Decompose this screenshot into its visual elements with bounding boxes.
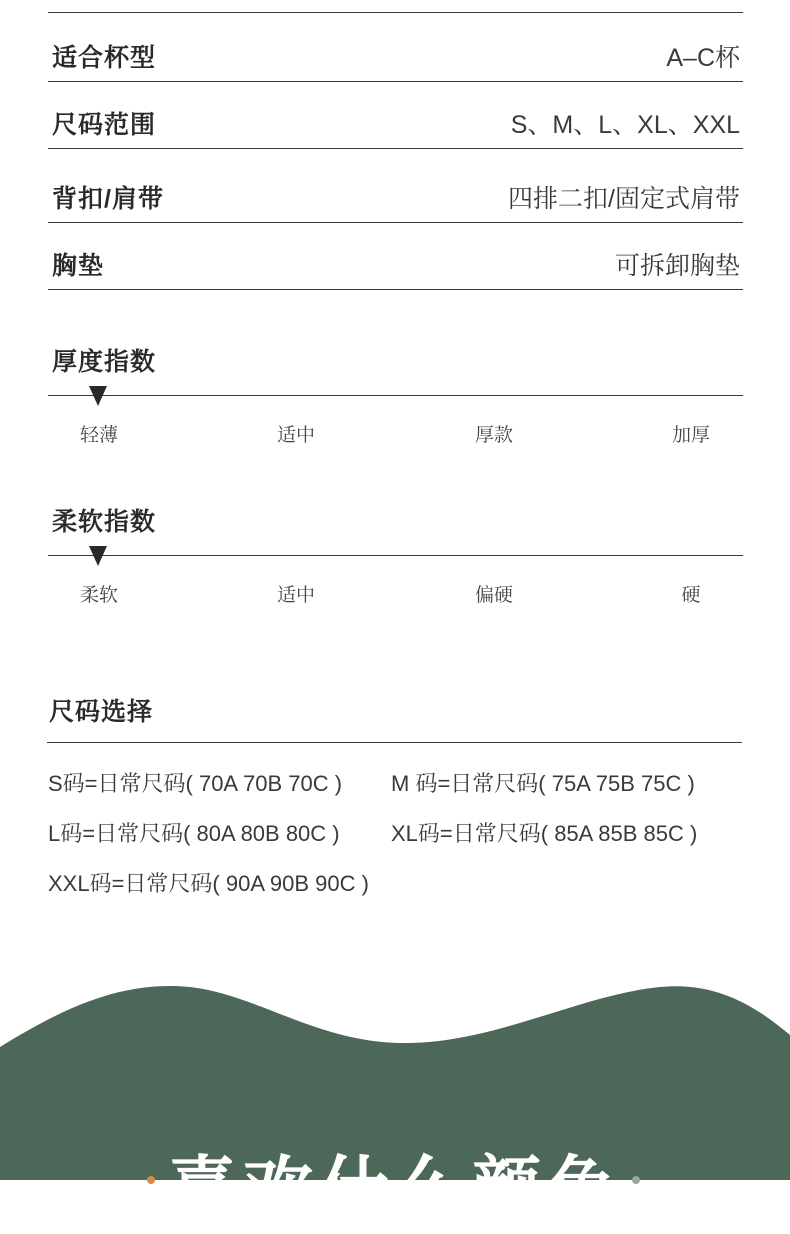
spec-value: S、M、L、XL、XXL xyxy=(510,111,740,139)
size-mapping-item: XXL码=日常尺码( 90A 90B 90C ) xyxy=(48,871,369,896)
section-title: 尺码选择 xyxy=(49,698,154,726)
banner-title: 喜欢什么颜色 xyxy=(167,1150,623,1228)
section-title: 厚度指数 xyxy=(52,348,157,376)
scale-tick: 偏硬 xyxy=(474,585,513,606)
scale-tick: 适中 xyxy=(276,585,315,606)
selected-marker-icon xyxy=(89,546,107,566)
divider xyxy=(47,742,742,743)
scale-tick: 轻薄 xyxy=(79,425,118,446)
spec-value: A–C杯 xyxy=(666,44,740,72)
scale-tick: 厚款 xyxy=(474,425,513,446)
size-mapping-item: M 码=日常尺码( 75A 75B 75C ) xyxy=(391,771,695,796)
spec-value: 四排二扣/固定式肩带 xyxy=(508,185,740,213)
size-mapping-item: S码=日常尺码( 70A 70B 70C ) xyxy=(48,771,343,796)
scale-tick: 硬 xyxy=(681,585,701,606)
scale-tick: 适中 xyxy=(276,425,315,446)
spec-label: 背扣/肩带 xyxy=(52,185,164,213)
divider xyxy=(48,148,743,149)
scale-line xyxy=(48,395,743,396)
divider xyxy=(48,289,743,290)
size-mapping-item: L码=日常尺码( 80A 80B 80C ) xyxy=(48,821,340,846)
section-title: 柔软指数 xyxy=(52,508,157,536)
scale-tick: 加厚 xyxy=(671,425,710,446)
size-mapping-item: XL码=日常尺码( 85A 85B 85C ) xyxy=(391,821,698,846)
spec-label: 胸垫 xyxy=(52,252,105,280)
scale-line xyxy=(48,555,743,556)
divider xyxy=(48,12,743,13)
spec-label: 尺码范围 xyxy=(52,111,157,139)
divider xyxy=(48,81,743,82)
scale-tick: 柔软 xyxy=(79,585,118,606)
spec-label: 适合杯型 xyxy=(52,44,157,72)
divider xyxy=(48,222,743,223)
selected-marker-icon xyxy=(89,386,107,406)
spec-value: 可拆卸胸垫 xyxy=(614,252,740,280)
